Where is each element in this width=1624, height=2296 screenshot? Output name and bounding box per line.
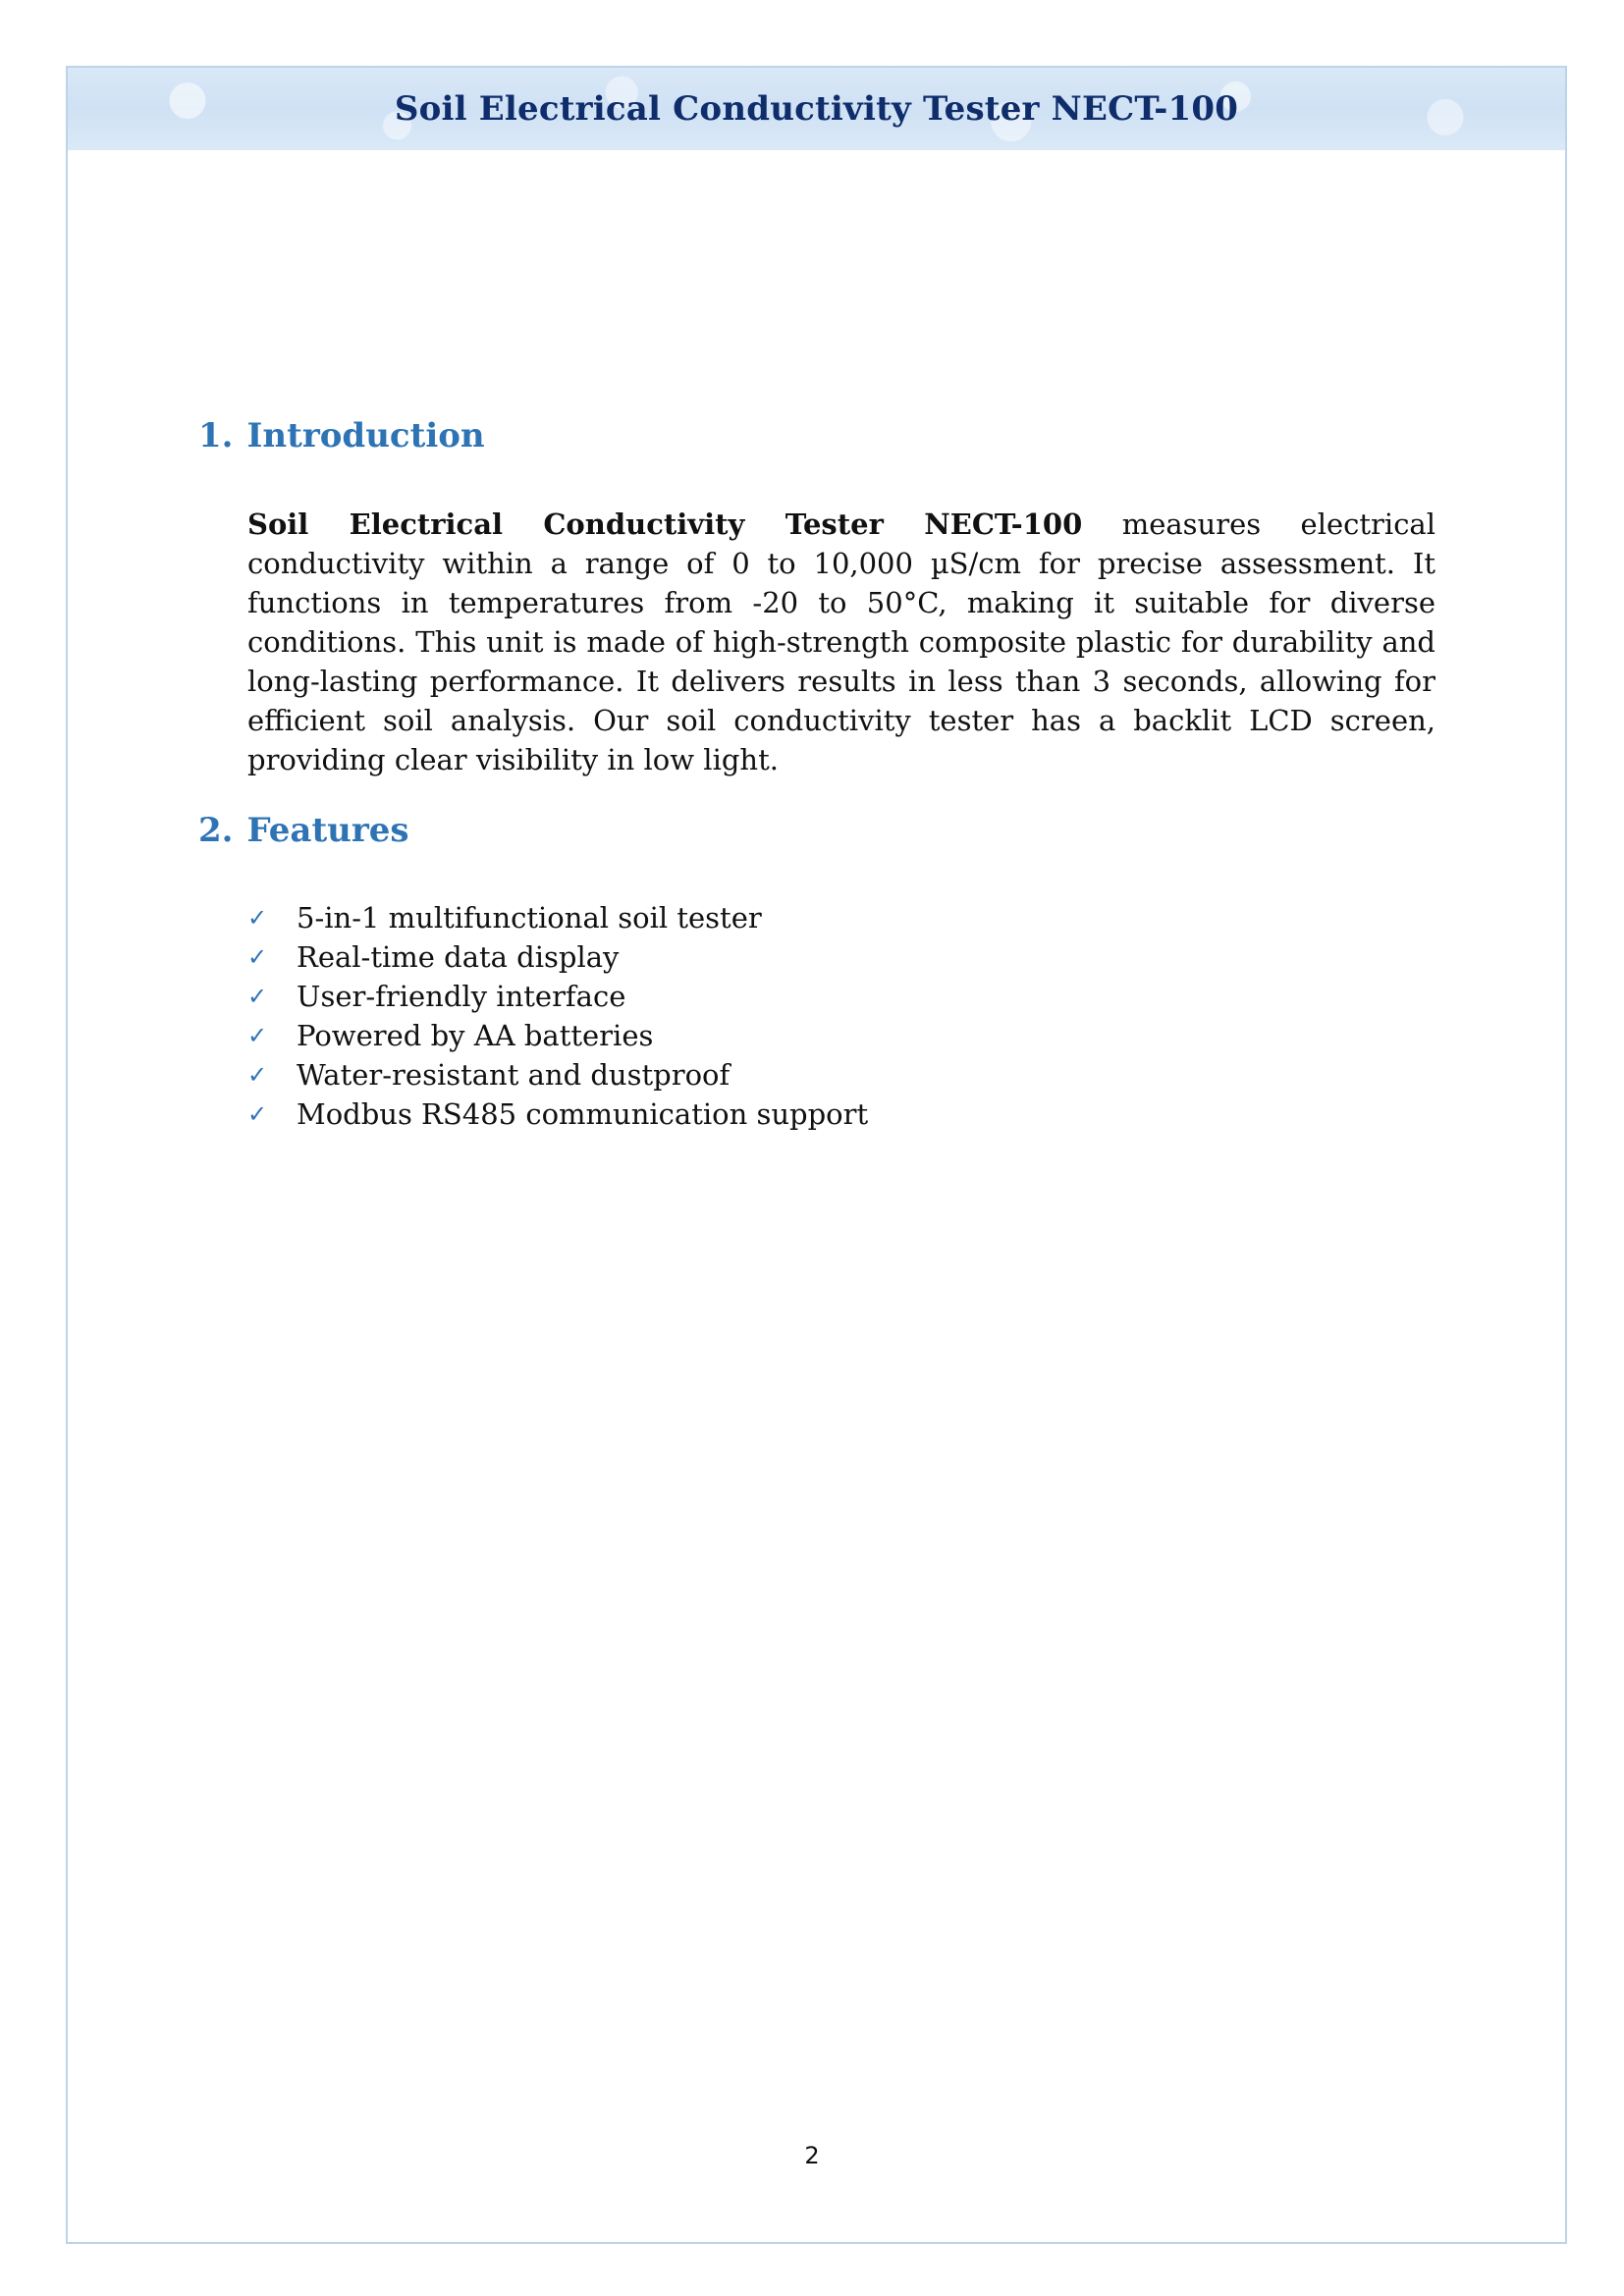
checkmark-icon: ✓	[247, 1100, 268, 1128]
feature-text: Real-time data display	[297, 940, 620, 974]
section-number: 2.	[198, 811, 234, 850]
feature-item	[247, 1055, 868, 1095]
introduction-heading	[198, 416, 485, 455]
feature-text: Powered by AA batteries	[297, 1019, 654, 1052]
checkmark-icon: ✓	[247, 943, 268, 971]
header-band	[68, 68, 1565, 150]
features-list	[247, 898, 868, 1134]
feature-item	[247, 937, 868, 977]
section-title: Features	[246, 811, 409, 850]
feature-text: Modbus RS485 communication support	[297, 1097, 869, 1131]
document-title: Soil Electrical Conductivity Tester NECT-100	[394, 89, 1239, 129]
checkmark-icon: ✓	[247, 983, 268, 1010]
introduction-paragraph	[247, 505, 1435, 779]
checkmark-icon: ✓	[247, 904, 268, 932]
section-number: 1.	[198, 416, 234, 455]
feature-text: 5-in-1 multifunctional soil tester	[297, 901, 762, 934]
product-name-bold: Soil Electrical Conductivity Tester NECT-100	[247, 507, 1083, 541]
feature-text: User-friendly interface	[297, 980, 626, 1013]
checkmark-icon: ✓	[247, 1061, 268, 1089]
feature-item	[247, 1016, 868, 1055]
checkmark-icon: ✓	[247, 1022, 268, 1049]
page-frame	[66, 66, 1567, 2244]
features-heading	[198, 811, 409, 850]
introduction-body: measures electrical conductivity within a range of 0 to 10,000 µS/cm for precise assessment. It functions in temperatures from -20 to 50°C, making it suitable for diverse conditions. This unit is made of high-strength composite plastic for durability and long-lasting performance. It delivers results in less than 3 seconds, allowing for efficient soil analysis. Our soil conductivity tester has a backlit LCD screen, providing clear visibility in low light.	[247, 507, 1435, 776]
feature-item	[247, 1095, 868, 1134]
section-title: Introduction	[246, 416, 485, 455]
feature-item	[247, 977, 868, 1016]
feature-item	[247, 898, 868, 937]
page-number: 2	[804, 2142, 820, 2169]
feature-text: Water-resistant and dustproof	[297, 1058, 731, 1092]
